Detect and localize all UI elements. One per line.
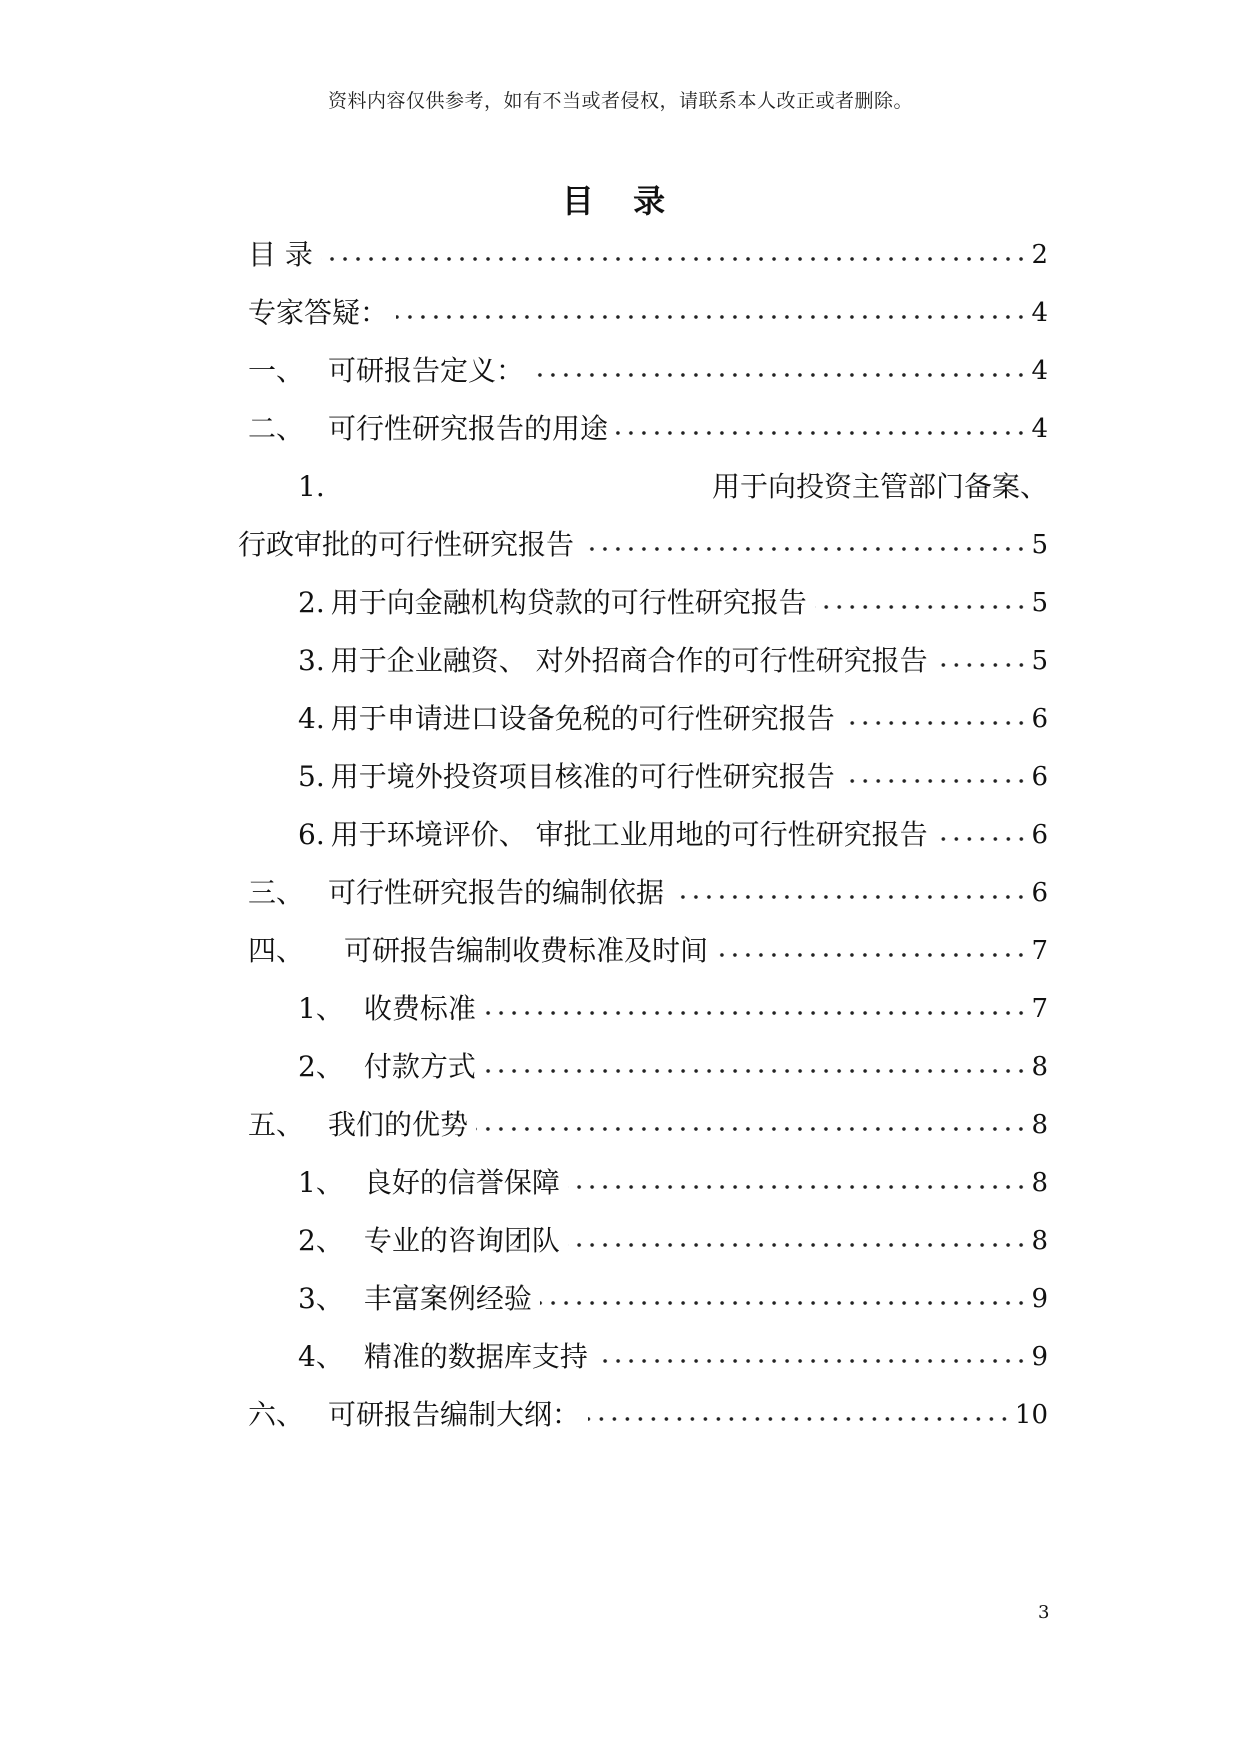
toc-entry-number: 六、 xyxy=(248,1398,305,1431)
toc-entry-page: 2 xyxy=(1031,240,1048,270)
header-disclaimer: 资料内容仅供参考，如有不当或者侵权，请联系本人改正或者删除。 xyxy=(327,90,913,112)
toc-entry-page: 8 xyxy=(1031,1110,1048,1140)
dot-leader xyxy=(672,892,1027,902)
toc-entry-label: 专业的咨询团队 xyxy=(363,1224,560,1257)
toc-entry-page: 4 xyxy=(1031,356,1048,386)
toc-entry-page: 5 xyxy=(1031,588,1048,618)
dot-leader xyxy=(588,1414,1011,1424)
toc-entry-continuation[interactable] xyxy=(238,522,1048,562)
dot-leader xyxy=(843,718,1028,728)
dot-leader xyxy=(936,660,1028,670)
dot-leader xyxy=(568,1182,1028,1192)
toc-entry-page: 7 xyxy=(1031,936,1048,966)
toc-entry-number: 四、 xyxy=(248,934,305,967)
toc-entry-page: 6 xyxy=(1031,762,1048,792)
toc-entry-page: 5 xyxy=(1031,646,1048,676)
toc-entry[interactable] xyxy=(298,696,1048,736)
toc-entry-label: 丰富案例经验 xyxy=(363,1282,532,1315)
toc-entry-label: 用于申请进口设备免税的可行性研究报告 xyxy=(330,702,835,735)
toc-entry-label: 付款方式 xyxy=(363,1050,476,1083)
toc-entry[interactable] xyxy=(248,348,1048,388)
toc-title: 目 录 xyxy=(561,182,680,220)
dot-leader xyxy=(484,1008,1028,1018)
toc-entry[interactable] xyxy=(248,406,1048,446)
toc-entry-number: 二、 xyxy=(248,412,305,445)
toc-entry-label: 用于向投资主管部门备案、 xyxy=(711,470,1048,503)
toc-entry[interactable] xyxy=(298,638,1048,678)
toc-entry-number: 五、 xyxy=(248,1108,305,1141)
toc-entry-page: 6 xyxy=(1031,704,1048,734)
dot-leader xyxy=(843,776,1028,786)
dot-leader xyxy=(568,1240,1028,1250)
toc-entry-label: 用于企业融资、 对外招商合作的可行性研究报告 xyxy=(330,644,928,677)
toc-entry-label: 用于环境评价、 审批工业用地的可行性研究报告 xyxy=(330,818,928,851)
toc-entry-label: 良好的信誉保障 xyxy=(363,1166,560,1199)
toc-entry-number: 4. xyxy=(298,702,325,735)
toc-entry-label: 目 录 xyxy=(248,238,313,271)
dot-leader xyxy=(540,1298,1028,1308)
dot-leader xyxy=(476,1124,1027,1134)
page-number: 3 xyxy=(1038,1602,1050,1623)
toc-entry-label: 可行性研究报告的用途 xyxy=(328,412,609,445)
toc-entry-number: 2、 xyxy=(298,1050,344,1083)
toc-entry-page: 4 xyxy=(1031,414,1048,444)
toc-entry-number: 6. xyxy=(298,818,325,851)
toc-entry[interactable] xyxy=(248,870,1048,910)
toc-entry[interactable] xyxy=(298,1334,1048,1374)
toc-entry-page: 4 xyxy=(1031,298,1048,328)
toc-entry-number: 1、 xyxy=(298,992,344,1025)
toc-entry-number: 3、 xyxy=(298,1282,344,1315)
dot-leader xyxy=(582,544,1027,554)
dot-leader xyxy=(716,950,1027,960)
toc-entry[interactable] xyxy=(248,1392,1048,1432)
toc-entry-number: 5. xyxy=(298,760,325,793)
toc-entry-label: 我们的优势 xyxy=(328,1108,469,1141)
toc-entry-label: 用于向金融机构贷款的可行性研究报告 xyxy=(330,586,807,619)
toc-entry-label: 专家答疑： xyxy=(248,296,389,329)
toc-entry-number: 1、 xyxy=(298,1166,344,1199)
toc-entry-page: 7 xyxy=(1031,994,1048,1024)
dot-leader xyxy=(815,602,1028,612)
toc-entry[interactable] xyxy=(298,986,1048,1026)
toc-entry[interactable] xyxy=(298,812,1048,852)
toc-entry[interactable] xyxy=(298,1218,1048,1258)
toc-entry-number: 2、 xyxy=(298,1224,344,1257)
dot-leader xyxy=(532,370,1027,380)
toc-entry-label: 行政审批的可行性研究报告 xyxy=(238,528,575,561)
toc-entry[interactable] xyxy=(248,1102,1048,1142)
dot-leader xyxy=(396,312,1027,322)
toc-entry-number: 4、 xyxy=(298,1340,344,1373)
toc-entry[interactable] xyxy=(298,1160,1048,1200)
toc-entry-label: 精准的数据库支持 xyxy=(363,1340,588,1373)
toc-entry[interactable] xyxy=(248,928,1048,968)
toc-entry-page: 9 xyxy=(1031,1342,1048,1372)
toc-entry-page: 8 xyxy=(1031,1168,1048,1198)
toc-entry-label: 用于境外投资项目核准的可行性研究报告 xyxy=(330,760,835,793)
toc-entry[interactable] xyxy=(298,580,1048,620)
toc-entry[interactable] xyxy=(298,1276,1048,1316)
toc-entry-page: 10 xyxy=(1014,1400,1048,1430)
dot-leader xyxy=(484,1066,1028,1076)
toc-entry[interactable] xyxy=(248,232,1048,272)
toc-entry-number: 三、 xyxy=(248,876,305,909)
toc-entry-label: 可研报告编制收费标准及时间 xyxy=(344,934,709,967)
toc-entry-page: 6 xyxy=(1031,820,1048,850)
toc-entry-page: 9 xyxy=(1031,1284,1048,1314)
toc-entry-number: 1. xyxy=(298,470,325,503)
toc-entry-label: 可研报告编制大纲： xyxy=(328,1398,581,1431)
toc-entry-number: 一、 xyxy=(248,354,305,387)
toc-entry-label: 收费标准 xyxy=(363,992,476,1025)
toc-entry[interactable] xyxy=(298,754,1048,794)
dot-leader xyxy=(321,254,1028,264)
dot-leader xyxy=(596,1356,1028,1366)
toc-entry-number: 2. xyxy=(298,586,325,619)
toc-entry-page: 8 xyxy=(1031,1226,1048,1256)
dot-leader xyxy=(936,834,1028,844)
dot-leader xyxy=(616,428,1027,438)
toc-entry[interactable] xyxy=(248,290,1048,330)
toc-entry-page: 5 xyxy=(1031,530,1048,560)
toc-entry-label: 可研报告定义： xyxy=(328,354,525,387)
toc-entry[interactable] xyxy=(298,464,1048,504)
toc-entry-page: 8 xyxy=(1031,1052,1048,1082)
toc-entry-number: 3. xyxy=(298,644,325,677)
toc-entry-page: 6 xyxy=(1031,878,1048,908)
toc-entry-label: 可行性研究报告的编制依据 xyxy=(328,876,665,909)
toc-entry[interactable] xyxy=(298,1044,1048,1084)
